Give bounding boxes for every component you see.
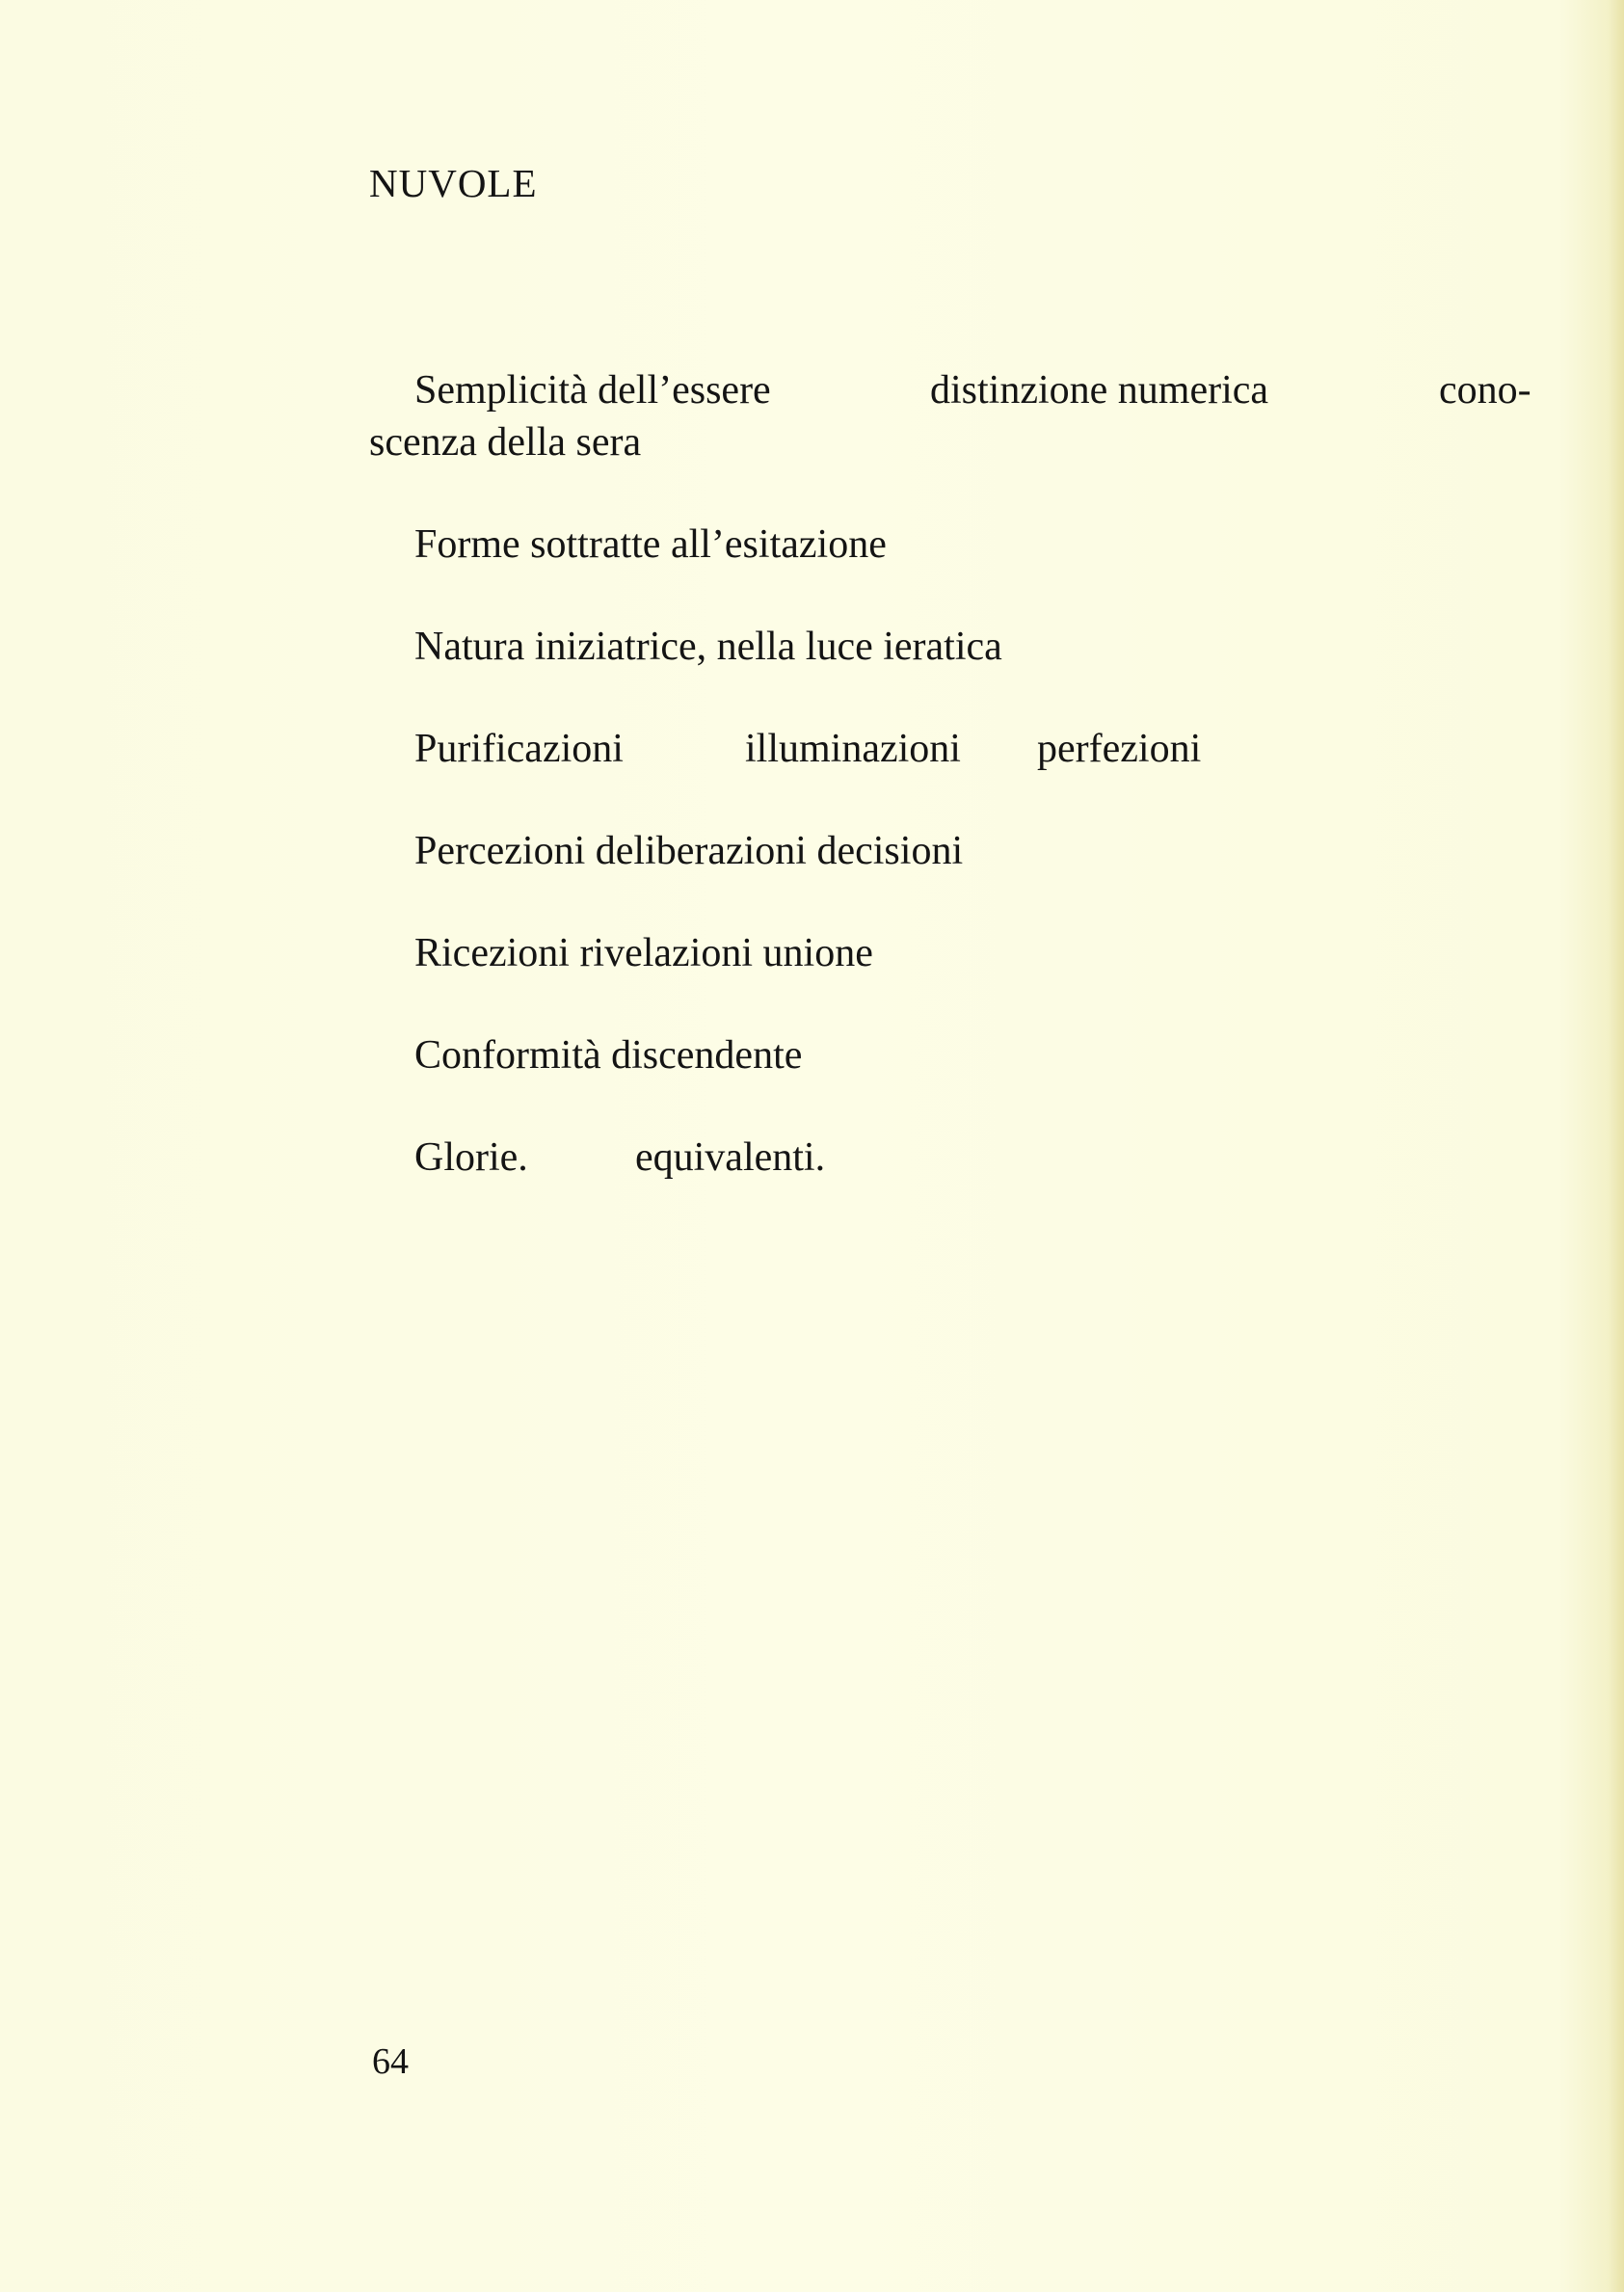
line-natura: Natura iniziatrice, nella luce ieratica xyxy=(414,625,1002,669)
stanza1-part3: cono- xyxy=(1439,368,1531,413)
line-purificazioni-part3: perfezioni xyxy=(1037,727,1202,771)
stanza1-part2: distinzione numerica xyxy=(930,368,1269,413)
poem-title: NUVOLE xyxy=(369,161,538,205)
page-number: 64 xyxy=(372,2041,409,2082)
line-glorie-part1: Glorie. xyxy=(414,1135,528,1180)
line-ricezioni: Ricezioni rivelazioni unione xyxy=(414,931,873,975)
line-conformita: Conformità discendente xyxy=(414,1033,803,1078)
line-forme: Forme sottratte all’esitazione xyxy=(414,522,887,567)
line-glorie-part2: equivalenti. xyxy=(635,1135,826,1180)
stanza1-part1: Semplicità dell’essere xyxy=(414,368,771,413)
stanza1-part4: scenza della sera xyxy=(369,420,642,465)
line-purificazioni-part1: Purificazioni xyxy=(414,727,624,771)
line-purificazioni-part2: illuminazioni xyxy=(745,727,961,771)
line-percezioni: Percezioni deliberazioni decisioni xyxy=(414,829,964,873)
